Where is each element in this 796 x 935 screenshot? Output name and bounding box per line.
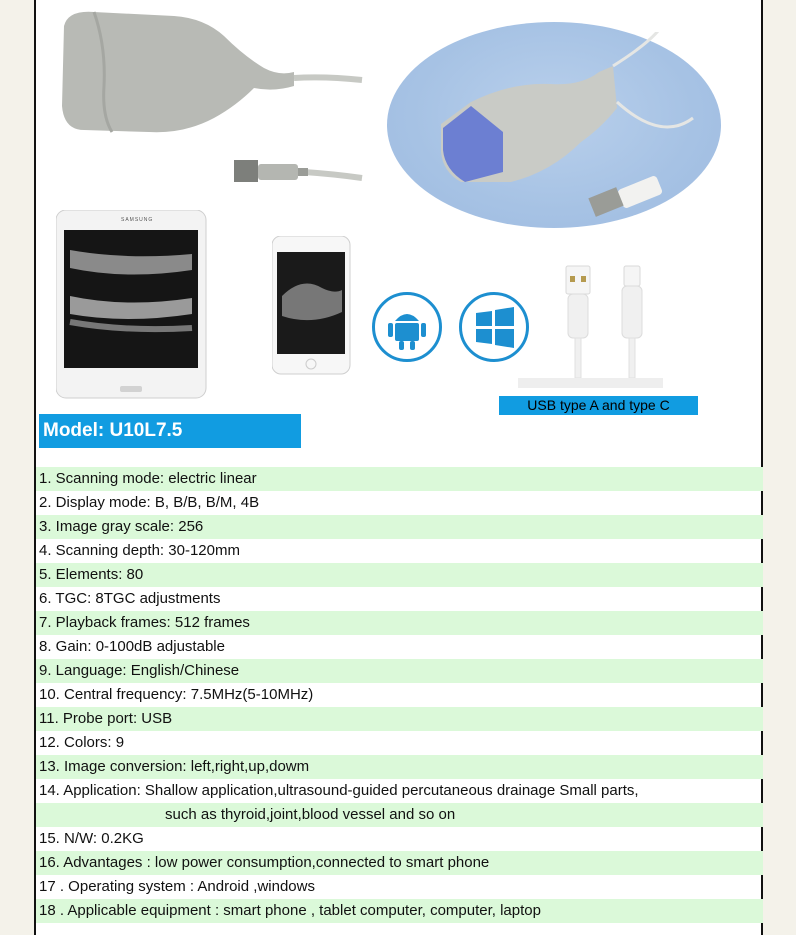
spec-row: 17 . Operating system : Android ,windows: [39, 878, 315, 895]
spec-row: 11. Probe port: USB: [36, 707, 763, 731]
spec-row: 10. Central frequency: 7.5MHz(5-10MHz): [39, 686, 314, 703]
spec-row: 7. Playback frames: 512 frames: [36, 611, 763, 635]
smartphone-image: [272, 236, 352, 376]
spec-row: 14. Application: Shallow application,ultrasound-guided percutaneous drainage Small parts,: [39, 782, 639, 799]
spec-row: 8. Gain: 0-100dB adjustable: [39, 638, 225, 655]
probe-with-cable-image: [431, 32, 721, 222]
ultrasound-probe-image: [54, 6, 364, 186]
android-icon: [372, 292, 442, 362]
spec-list: [36, 467, 763, 923]
spec-row: 12. Colors: 9: [39, 734, 125, 751]
spec-row: 4. Scanning depth: 30-120mm: [39, 542, 240, 559]
product-sheet: [34, 0, 763, 935]
model-title: Model: U10L7.5: [39, 414, 301, 448]
usb-a-and-c-cables-image: [518, 262, 663, 392]
spec-row: 18 . Applicable equipment : smart phone , tablet computer, computer, laptop: [36, 899, 763, 923]
spec-row: 2. Display mode: B, B/B, B/M, 4B: [39, 494, 260, 511]
spec-row: 1. Scanning mode: electric linear: [36, 467, 763, 491]
page-margin-right: [763, 0, 796, 935]
product-images: [36, 0, 761, 420]
usb-type-caption: USB type A and type C: [499, 396, 698, 415]
spec-row: 15. N/W: 0.2KG: [39, 830, 144, 847]
spec-row: 13. Image conversion: left,right,up,dowm: [36, 755, 763, 779]
spec-row: 9. Language: English/Chinese: [36, 659, 763, 683]
tablet-image: [56, 210, 208, 400]
spec-row: 16. Advantages : low power consumption,connected to smart phone: [36, 851, 763, 875]
spec-row: 5. Elements: 80: [36, 563, 763, 587]
spec-row: 3. Image gray scale: 256: [36, 515, 763, 539]
page-margin-left: [0, 0, 34, 935]
spec-row-continuation: such as thyroid,joint,blood vessel and so on: [36, 803, 763, 827]
tablet-brand-label: SAMSUNG: [121, 217, 154, 223]
spec-row: 6. TGC: 8TGC adjustments: [39, 590, 221, 607]
